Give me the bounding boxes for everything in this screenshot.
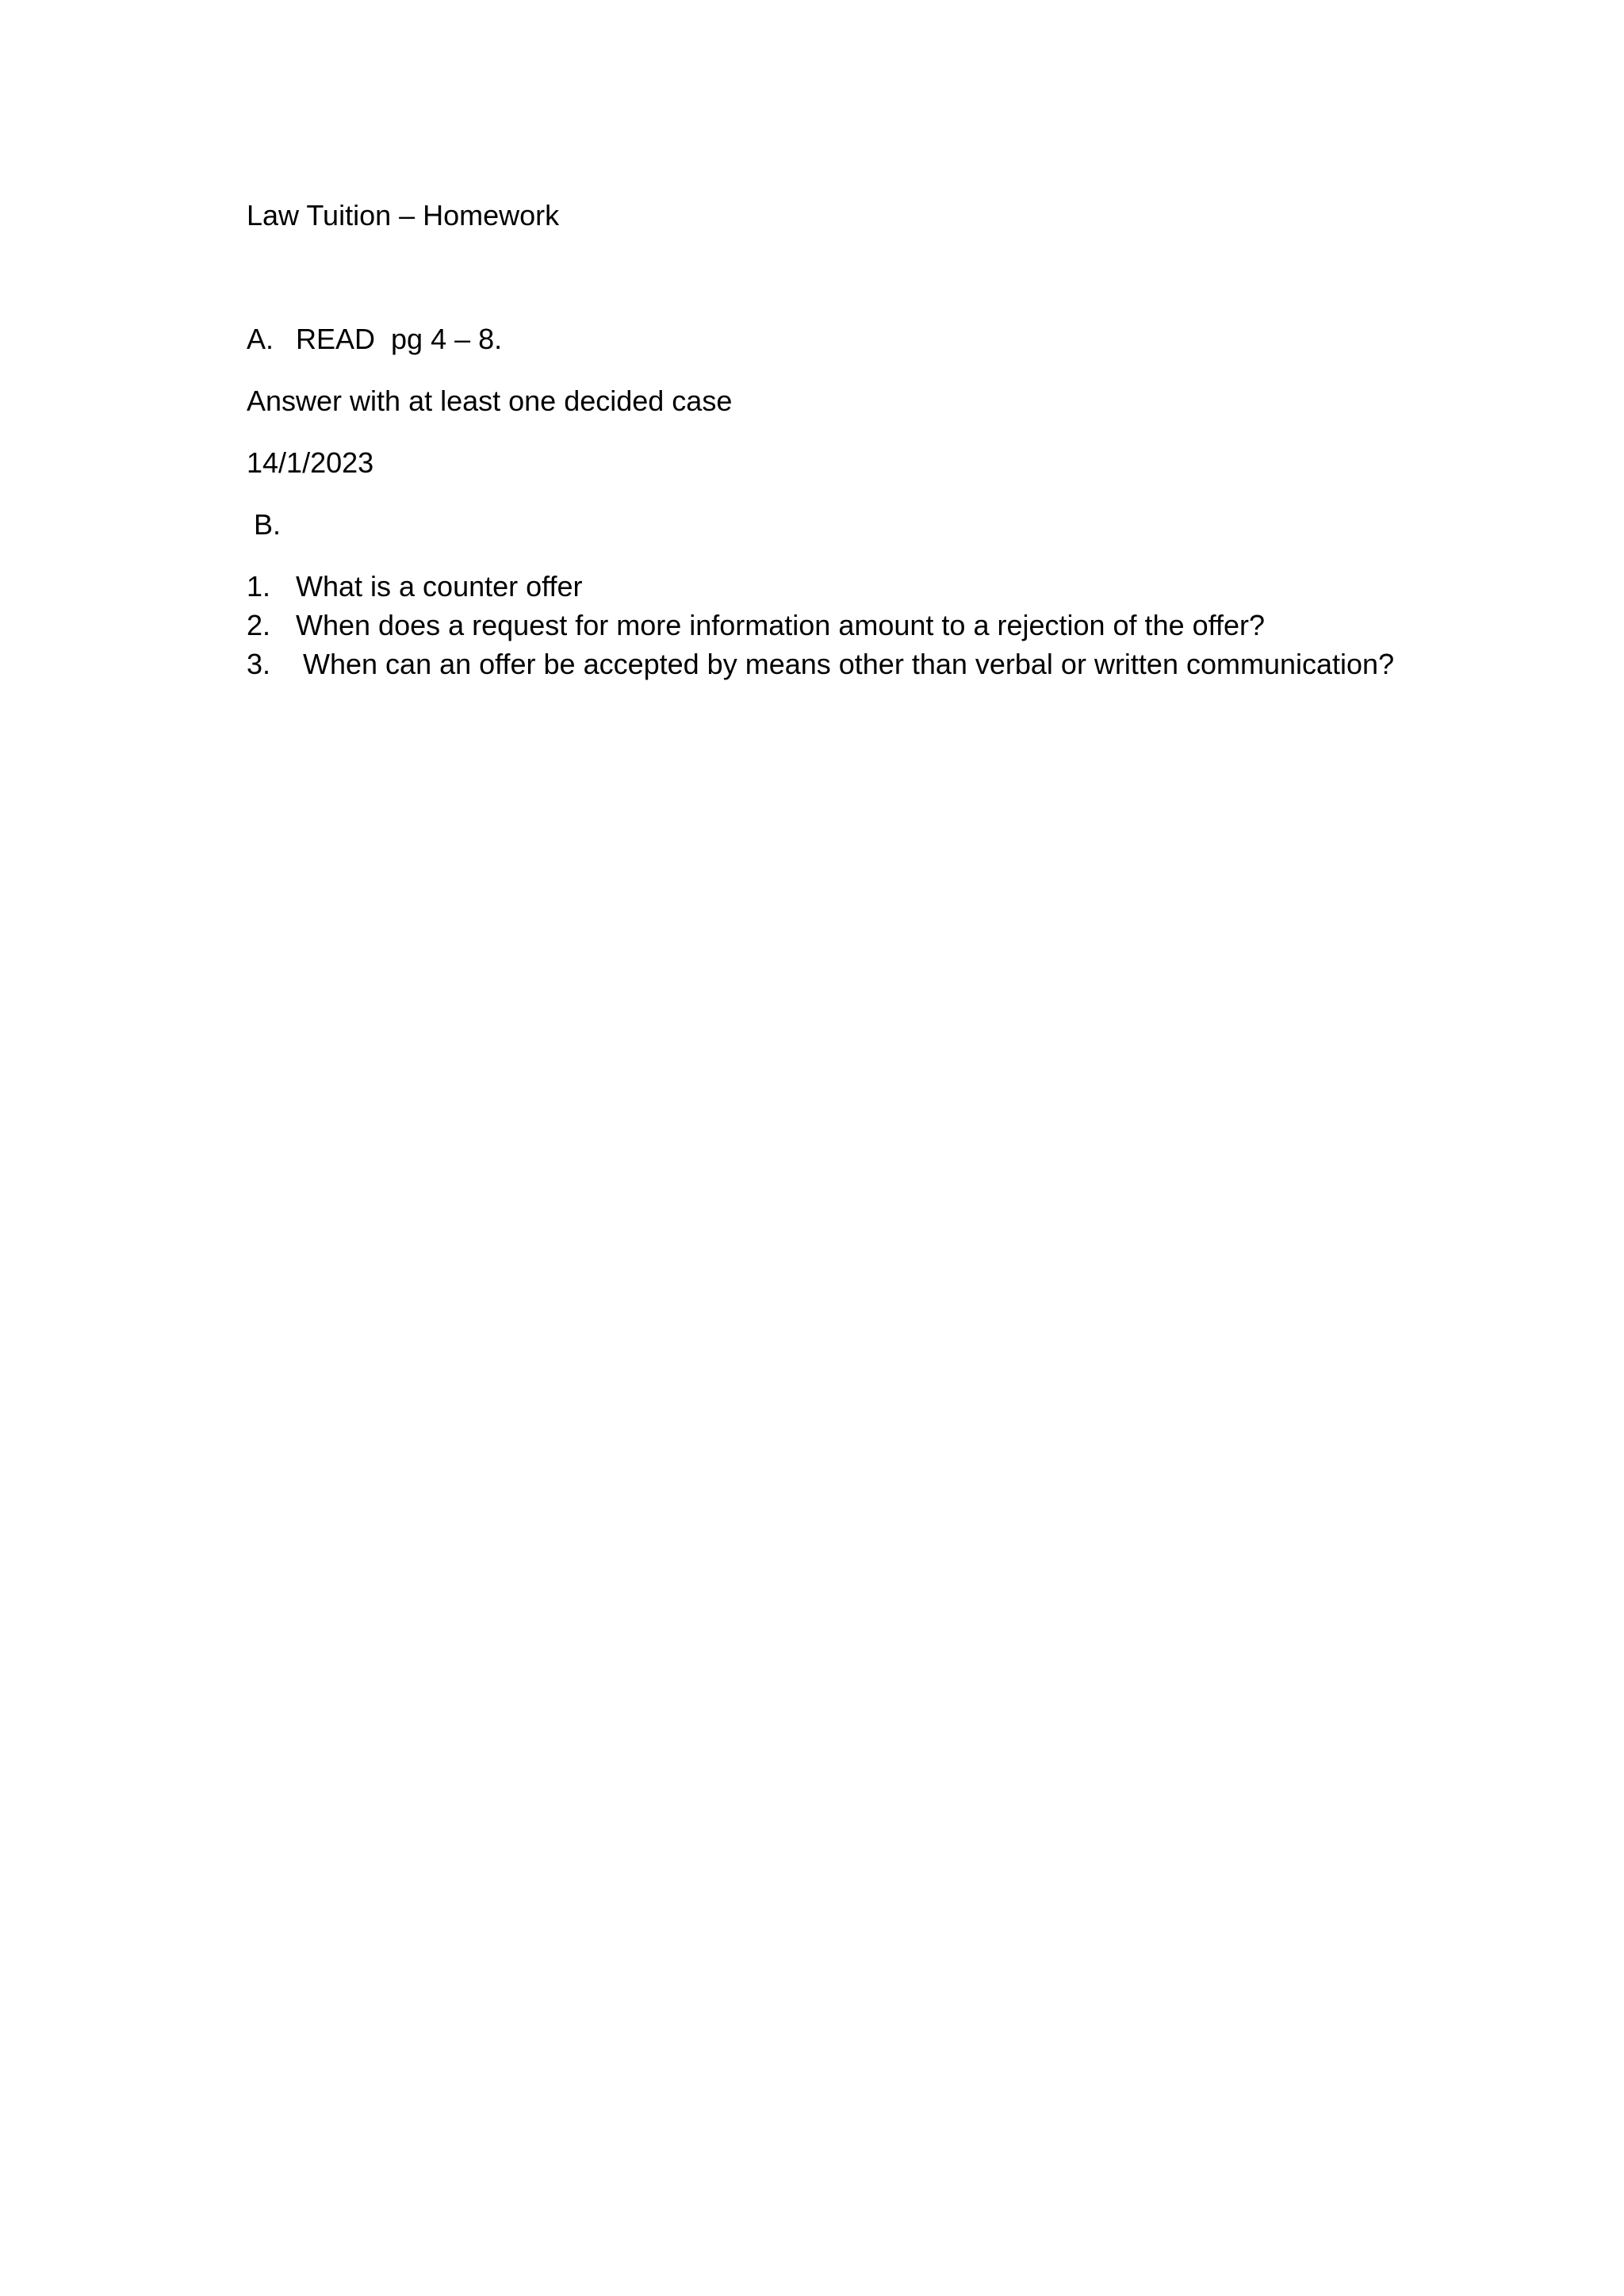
question-item xyxy=(247,608,1265,643)
section-a-text: READ pg 4 – 8. xyxy=(296,323,503,355)
question-item xyxy=(247,569,583,604)
question-item xyxy=(247,647,1394,682)
section-b-marker: B. xyxy=(254,508,282,541)
question-text: What is a counter offer xyxy=(296,570,583,603)
question-number: 1. xyxy=(247,570,271,603)
instruction-text: Answer with at least one decided case xyxy=(247,385,733,417)
question-text: When can an offer be accepted by means other than verbal or written communication? xyxy=(303,648,1395,680)
question-text: When does a request for more information amount to a rejection of the offer? xyxy=(296,609,1266,641)
question-number: 2. xyxy=(247,609,271,641)
document-title: Law Tuition – Homework xyxy=(247,199,560,232)
document-date: 14/1/2023 xyxy=(247,446,374,479)
section-a xyxy=(247,322,502,357)
section-a-marker: A. xyxy=(247,323,274,355)
question-number: 3. xyxy=(247,648,271,680)
